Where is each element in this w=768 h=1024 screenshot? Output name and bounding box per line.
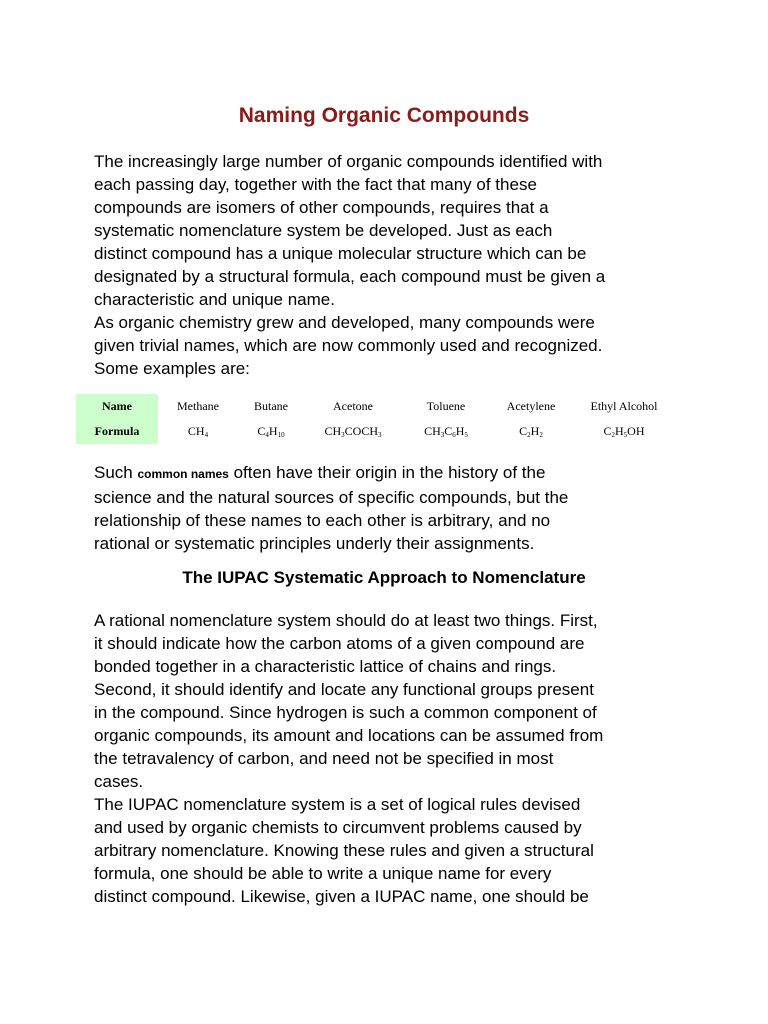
formula-subscript: 5 [464, 431, 468, 439]
compound-name-cell: Acetylene [506, 399, 556, 413]
compound-name-cell: Methane [177, 399, 219, 413]
text-line: arbitrary nomenclature. Knowing these rules and given a structural [94, 841, 594, 860]
formula-subscript: 4 [265, 431, 269, 439]
compound-formula-cell [158, 419, 238, 444]
text-line: rational or systematic principles underly their assignments. [94, 534, 535, 553]
formula-subscript: 4 [204, 431, 209, 439]
compound-formula-cell [490, 419, 572, 444]
text-line: bonded together in a characteristic lattice of chains and rings. [94, 657, 557, 676]
common-names-term: common names [137, 467, 229, 481]
formula-text: C [444, 424, 453, 438]
compound-name-cell: Butane [254, 399, 288, 413]
formula-header-cell: Formula [76, 419, 158, 444]
compound-name-cell: Toluene [426, 399, 466, 413]
text-line: cases. [94, 772, 144, 791]
text-line: organic compounds, its amount and locations can be assumed from [94, 726, 604, 745]
formula-subscript: 5 [623, 431, 628, 439]
formula-subscript: 10 [277, 431, 285, 439]
compound-examples-table [76, 394, 676, 444]
formula-subscript: 2 [539, 431, 543, 439]
formula-subscript: 3 [341, 431, 345, 439]
section-heading: The IUPAC Systematic Approach to Nomenclature [182, 568, 586, 587]
text-line: relationship of these names to each other is arbitrary, and no [94, 511, 551, 530]
formula-text: H [455, 424, 465, 438]
table-row-formulas [76, 419, 676, 444]
text-fragment: Such [94, 463, 138, 482]
text-line: each passing day, together with the fact that many of these [94, 175, 537, 194]
formula-subscript: 2 [527, 431, 531, 439]
text-line: and used by organic chemists to circumvent problems caused by [94, 818, 582, 837]
common-names-paragraph [94, 461, 694, 555]
text-line: in the compound. Since hydrogen is such a common component of [94, 703, 597, 722]
formula-subscript: 3 [378, 431, 382, 439]
text-line: the tetravalency of carbon, and need not be specified in most [94, 749, 554, 768]
compound-name-cell: Acetone [333, 399, 373, 413]
formula-text: C [603, 424, 612, 438]
formula-text: H [615, 424, 624, 438]
text-line: designated by a structural formula, each compound must be given a [94, 267, 606, 286]
formula-text: COCH [344, 424, 378, 438]
formula-text: CH [324, 424, 342, 438]
text-line: A rational nomenclature system should do at least two things. First, [94, 611, 598, 630]
formula-subscript: 6 [452, 431, 456, 439]
text-line [94, 461, 694, 486]
text-line: The increasingly large number of organic compounds identified with [94, 152, 603, 171]
name-header-cell: Name [76, 394, 158, 419]
compound-formula-cell [572, 419, 676, 444]
text-line: characteristic and unique name. [94, 290, 335, 309]
formula-subscript: 2 [611, 431, 615, 439]
formula-text: C [519, 424, 528, 438]
text-line: systematic nomenclature system be developed. Just as each [94, 221, 553, 240]
formula-subscript: 3 [440, 431, 445, 439]
formula-text: H [530, 424, 540, 438]
intro-paragraph [94, 150, 694, 311]
table-row-names [76, 394, 676, 419]
rational-system-paragraph [94, 609, 694, 793]
text-line: distinct compound has a unique molecular structure which can be [94, 244, 587, 263]
compound-formula-cell [402, 419, 490, 444]
text-line: it should indicate how the carbon atoms of a given compound are [94, 634, 585, 653]
compound-name-cell: Ethyl Alcohol [590, 399, 658, 413]
formula-text: CH [187, 424, 205, 438]
iupac-rules-paragraph [94, 793, 694, 908]
text-line: The IUPAC nomenclature system is a set of logical rules devised [94, 795, 581, 814]
text-line: Second, it should identify and locate any functional groups present [94, 680, 594, 699]
text-line: Some examples are: [94, 359, 250, 378]
text-line: distinct compound. Likewise, given a IUPAC name, one should be [94, 887, 589, 906]
trivial-names-paragraph [94, 311, 694, 380]
formula-text: H [268, 424, 278, 438]
text-line: As organic chemistry grew and developed, many compounds were [94, 313, 595, 332]
formula-text: OH [627, 424, 645, 438]
text-line: given trivial names, which are now commonly used and recognized. [94, 336, 603, 355]
compound-formula-cell [238, 419, 304, 444]
text-line: compounds are isomers of other compounds, requires that a [94, 198, 549, 217]
text-line: formula, one should be able to write a unique name for every [94, 864, 552, 883]
compound-formula-cell [304, 419, 402, 444]
formula-text: C [257, 424, 266, 438]
formula-text: CH [424, 424, 441, 438]
text-line: science and the natural sources of specific compounds, but the [94, 488, 569, 507]
page-title: Naming Organic Compounds [238, 104, 530, 127]
text-fragment: often have their origin in the history of the [228, 463, 546, 482]
